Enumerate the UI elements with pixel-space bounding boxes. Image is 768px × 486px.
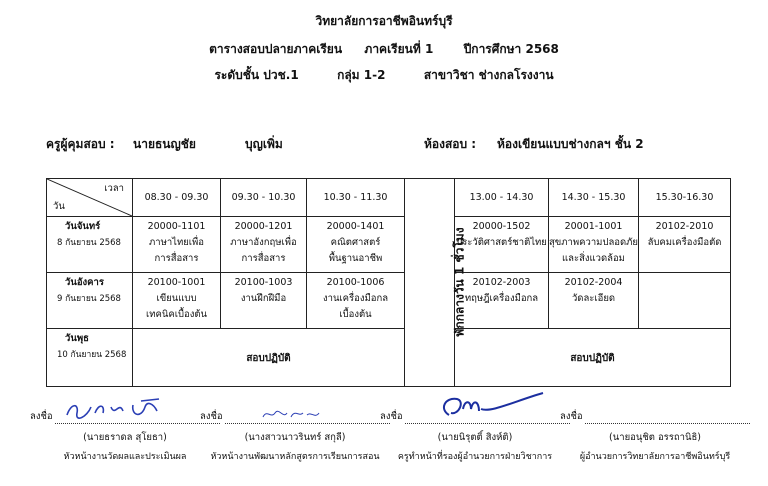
signer-name: (นายนิรุตติ์ สิงห์ติ) xyxy=(437,432,513,443)
subject-code: 20000-1201 xyxy=(234,221,293,232)
subject-name: งานฝึกฝีมือ xyxy=(240,293,287,304)
exam-cell xyxy=(221,217,307,273)
subject-code: 20100-1006 xyxy=(326,277,385,288)
subject-name: เขียนแบบ xyxy=(156,293,197,304)
handwritten-signature xyxy=(259,405,339,423)
time-slot-1: 08.30 - 09.30 xyxy=(133,179,221,217)
time-slot-3: 10.30 - 11.30 xyxy=(307,179,405,217)
signer-position: หัวหน้างานพัฒนาหลักสูตรการเรียนการสอน xyxy=(210,452,380,462)
exam-cell-empty xyxy=(639,273,731,329)
day-monday xyxy=(47,217,133,273)
row-monday xyxy=(47,217,731,273)
day-date: 8 กันยายน 2568 xyxy=(57,238,121,248)
signer-name: (นายอนุชิต อรรถานิธิ) xyxy=(609,432,701,443)
signer-position: หัวหน้างานวัดผลและประเมินผล xyxy=(63,452,187,462)
day-name: วันจันทร์ xyxy=(65,221,101,232)
subject-name: และสิ่งแวดล้อม xyxy=(562,253,625,264)
corner-cell xyxy=(47,179,133,217)
subject-name: การสื่อสาร xyxy=(241,253,286,264)
exam-cell xyxy=(455,273,549,329)
subject-code: 20000-1502 xyxy=(472,221,531,232)
time-slot-2: 09.30 - 10.30 xyxy=(221,179,307,217)
corner-time-label: เวลา xyxy=(104,183,124,194)
exam-cell xyxy=(133,217,221,273)
exam-cell xyxy=(133,273,221,329)
exam-cell xyxy=(307,273,405,329)
subject-name: วัดละเอียด xyxy=(571,293,616,304)
corner-day-label: วัน xyxy=(53,201,65,212)
time-slot-5: 14.30 - 15.30 xyxy=(549,179,639,217)
subject-code: 20102-2003 xyxy=(472,277,531,288)
subject-name: ภาษาไทยเพื่อ xyxy=(148,237,204,248)
sign-prefix: ลงชื่อ xyxy=(200,411,223,422)
exam-schedule-table xyxy=(46,178,731,387)
semester: ภาคเรียนที่ 1 xyxy=(364,42,434,56)
sign-prefix: ลงชื่อ xyxy=(560,411,583,422)
subject-code: 20102-2004 xyxy=(564,277,623,288)
practical-exam-afternoon: สอบปฏิบัติ xyxy=(455,329,731,387)
proctor-first-name: นายธนญชัย xyxy=(133,137,196,151)
subject-code: 20100-1003 xyxy=(234,277,293,288)
row-wednesday xyxy=(47,329,731,387)
college-name: วิทยาลัยการอาชีพอินทร์บุรี xyxy=(315,14,453,28)
sign-prefix: ลงชื่อ xyxy=(30,411,53,422)
lunch-break xyxy=(405,179,467,387)
handwritten-signature xyxy=(435,389,555,423)
subject-name: งานเครื่องมือกล xyxy=(322,293,389,304)
signature-line xyxy=(225,410,390,424)
day-name: วันอังคาร xyxy=(65,277,104,288)
proctor-last-name: บุญเพิ่ม xyxy=(245,137,283,151)
room-label: ห้องสอบ : xyxy=(424,137,477,151)
class-info-line xyxy=(0,66,768,85)
signature-block-4 xyxy=(560,402,750,463)
subject-code: 20001-1001 xyxy=(564,221,623,232)
signature-line xyxy=(405,410,570,424)
subject-name: ประวัติศาสตร์ชาติไทย xyxy=(456,237,547,248)
subject-code: 20000-1101 xyxy=(147,221,206,232)
handwritten-signature xyxy=(61,397,171,423)
signer-name: (นางสาวนาวรินทร์ สกุลี) xyxy=(244,432,346,443)
department: สาขาวิชา ช่างกลโรงงาน xyxy=(423,68,554,82)
time-slot-6: 15.30-16.30 xyxy=(639,179,731,217)
subject-name: การสื่อสาร xyxy=(154,253,199,264)
subject-code: 20000-1401 xyxy=(326,221,385,232)
subject-name: พื้นฐานอาชีพ xyxy=(328,253,383,264)
signature-line xyxy=(585,410,750,424)
subject-name: เบื้องต้น xyxy=(339,309,372,320)
exam-cell xyxy=(549,217,639,273)
exam-cell xyxy=(307,217,405,273)
day-wednesday xyxy=(47,329,133,387)
signer-name: (นายธราดล สุโยธา) xyxy=(83,432,167,443)
signature-line xyxy=(55,410,220,424)
academic-year: ปีการศึกษา 2568 xyxy=(463,42,559,56)
day-date: 10 กันยายน 2568 xyxy=(57,350,127,360)
day-name: วันพุธ xyxy=(65,333,89,344)
signer-position: ผู้อำนวยการวิทยาลัยการอาชีพอินทร์บุรี xyxy=(579,452,731,462)
subject-name: ลับคมเครื่องมือตัด xyxy=(647,237,722,248)
signature-block-3 xyxy=(380,402,570,463)
subject-code: 20100-1001 xyxy=(147,277,206,288)
signer-position: ครูทำหน้าที่รองผู้อำนวยการฝ่ายวิชาการ xyxy=(397,452,553,462)
sign-prefix: ลงชื่อ xyxy=(380,411,403,422)
subject-code: 20102-2010 xyxy=(655,221,714,232)
day-tuesday xyxy=(47,273,133,329)
exam-title: ตารางสอบปลายภาคเรียน xyxy=(209,42,343,56)
practical-exam-morning: สอบปฏิบัติ xyxy=(133,329,405,387)
subject-name: สุขภาพความปลอดภัย xyxy=(549,237,638,248)
exam-cell xyxy=(221,273,307,329)
group: กลุ่ม 1-2 xyxy=(337,68,386,82)
subject-name: ทฤษฎีเครื่องมือกล xyxy=(464,293,539,304)
exam-title-line xyxy=(0,40,768,59)
lunch-break-label: พักกลางวัน 1 ชั่วโมง xyxy=(452,226,467,337)
exam-room: ห้องเขียนแบบช่างกลฯ ชั้น 2 xyxy=(497,137,644,151)
subject-name: คณิตศาสตร์ xyxy=(330,237,381,248)
signature-block-1 xyxy=(30,402,220,463)
day-date: 9 กันยายน 2568 xyxy=(57,294,121,304)
subject-name: ภาษาอังกฤษเพื่อ xyxy=(230,237,297,248)
exam-cell xyxy=(549,273,639,329)
signature-block-2 xyxy=(200,402,390,463)
subject-name: เทคนิคเบื้องต้น xyxy=(146,309,207,320)
level: ระดับชั้น ปวช.1 xyxy=(214,68,299,82)
proctor-label: ครูผู้คุมสอบ : xyxy=(46,137,115,151)
exam-cell xyxy=(639,217,731,273)
row-tuesday xyxy=(47,273,731,329)
exam-cell xyxy=(455,217,549,273)
time-slot-4: 13.00 - 14.30 xyxy=(455,179,549,217)
